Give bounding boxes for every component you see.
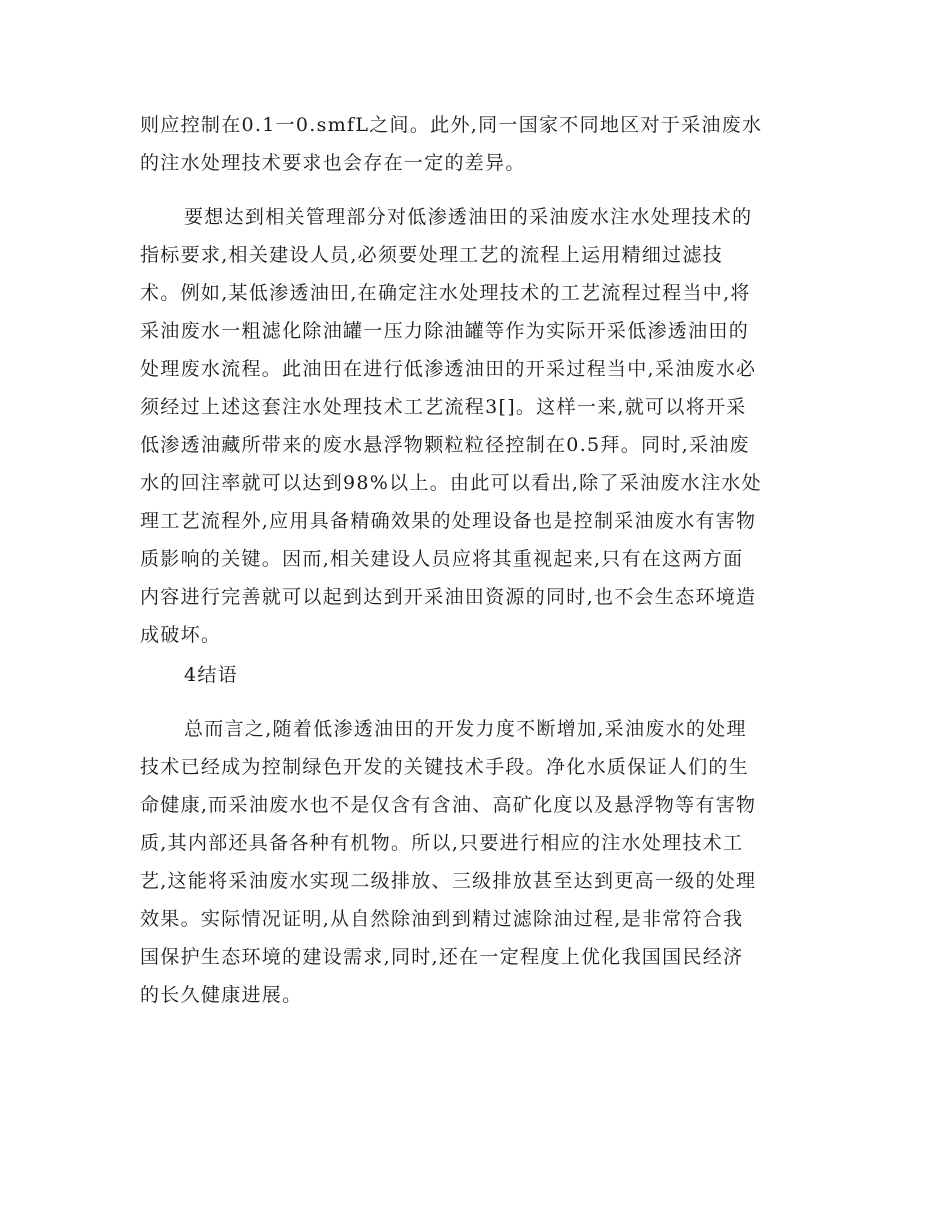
text-line: 成破坏。 bbox=[140, 624, 222, 646]
text-line: 技术已经成为控制绿色开发的关键技术手段。净化水质保证人们的生 bbox=[140, 756, 750, 778]
text-line: 质影响的关键。因而,相关建设人员应将其重视起来,只有在这两方面 bbox=[140, 548, 744, 570]
text-line: 低渗透油藏所带来的废水悬浮物颗粒粒径控制在0.5拜。同时,采油废 bbox=[140, 434, 750, 456]
text-line: 总而言之,随着低渗透油田的开发力度不断增加,采油废水的处理 bbox=[184, 718, 747, 740]
text-line: 的长久健康进展。 bbox=[140, 984, 303, 1006]
text-line: 效果。实际情况证明,从自然除油到到精过滤除油过程,是非常符合我 bbox=[140, 908, 744, 930]
text-line: 须经过上述这套注水处理技术工艺流程3[]。这样一来,就可以将开采 bbox=[140, 396, 747, 418]
text-line: 命健康,而采油废水也不是仅含有含油、高矿化度以及悬浮物等有害物 bbox=[140, 794, 757, 816]
text-line: 指标要求,相关建设人员,必须要处理工艺的流程上运用精细过滤技 bbox=[140, 244, 724, 266]
text-line: 国保护生态环境的建设需求,同时,还在一定程度上优化我国国民经济 bbox=[140, 946, 744, 968]
text-line: 艺,这能将采油废水实现二级排放、三级排放甚至达到更高一级的处理 bbox=[140, 870, 757, 892]
section-heading: 4结语 bbox=[184, 664, 238, 686]
text-line: 要想达到相关管理部分对低渗透油田的采油废水注水处理技术的 bbox=[184, 206, 753, 228]
text-line: 理工艺流程外,应用具备精确效果的处理设备也是控制采油废水有害物 bbox=[140, 510, 757, 532]
text-line: 水的回注率就可以达到98%以上。由此可以看出,除了采油废水注水处 bbox=[140, 472, 762, 494]
text-line: 质,其内部还具备各种有机物。所以,只要进行相应的注水处理技术工 bbox=[140, 832, 744, 854]
text-line: 处理废水流程。此油田在进行低渗透油田的开采过程当中,采油废水必 bbox=[140, 358, 757, 380]
paragraph-process bbox=[140, 198, 820, 654]
text-line: 的注水处理技术要求也会存在一定的差异。 bbox=[140, 152, 526, 174]
paragraph-continuation bbox=[140, 106, 820, 182]
paragraph-conclusion bbox=[140, 710, 820, 1014]
text-line: 采油废水一粗滤化除油罐一压力除油罐等作为实际开采低渗透油田的 bbox=[140, 320, 750, 342]
text-line: 则应控制在0.1一0.smfL之间。此外,同一国家不同地区对于采油废水 bbox=[140, 114, 763, 136]
text-line: 术。例如,某低渗透油田,在确定注水处理技术的工艺流程过程当中,将 bbox=[140, 282, 751, 304]
text-line: 内容进行完善就可以起到达到开采油田资源的同时,也不会生态环境造 bbox=[140, 586, 757, 608]
